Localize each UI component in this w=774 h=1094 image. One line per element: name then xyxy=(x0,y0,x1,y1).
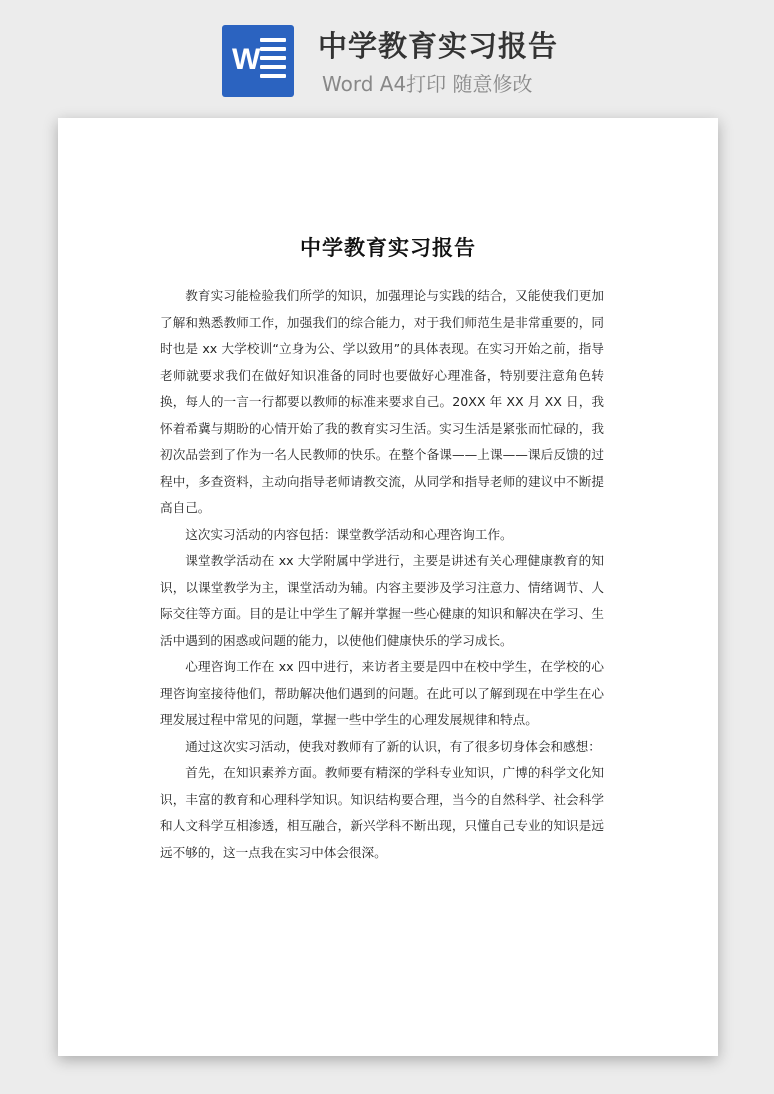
document-page xyxy=(58,118,718,1056)
paragraph: 通过这次实习活动，使我对教师有了新的认识，有了很多切身体会和感想： xyxy=(185,738,601,754)
header-title: 中学教育实习报告 xyxy=(318,29,559,63)
paragraph: 这次实习活动的内容包括：课堂教学活动和心理咨询工作。 xyxy=(185,526,513,542)
paragraph: 心理咨询工作在 xx 四中进行，来访者主要是四中在校中学生，在学校的心理咨询室接待他们，帮助解决他们遇到的问题。在此可以了解到现在中学生在心理发展过程中常见的问题，掌握一些中学生的心理发展规律和特点。 xyxy=(160,659,604,727)
word-icon-letter: W xyxy=(232,43,261,76)
word-icon xyxy=(222,25,294,97)
header xyxy=(0,0,774,118)
document-body xyxy=(160,283,604,866)
doc-lines-decoration xyxy=(260,38,286,84)
header-subtitle: Word A4打印 随意修改 xyxy=(322,72,533,96)
paragraph: 教育实习能检验我们所学的知识，加强理论与实践的结合，又能使我们更加了解和熟悉教师工作，加强我们的综合能力，对于我们师范生是非常重要的，同时也是 xx 大学校训“立身为公、学以致用”的具体表现。在实习开始之前，指导老师就要求我们在做好知识准备的同时也要做好心理准备，特别要注意角色转换，每人的一言一行都要以教师的标准来要求自己。20XX 年 XX 月 XX 日，我怀着希冀与期盼的心情开始了我的教育实习生活。实习生活是紧张而忙碌的，我初次品尝到了作为一名人民教师的快乐。在整个备课——上课——课后反馈的过程中，多查资料，主动向指导老师请教交流，从同学和指导老师的建议中不断提高自己。 xyxy=(160,288,604,515)
paragraph: 首先，在知识素养方面。教师要有精深的学科专业知识，广博的科学文化知识，丰富的教育和心理科学知识。知识结构要合理，当今的自然科学、社会科学和人文科学互相渗透，相互融合，新兴学科不断出现，只懂自己专业的知识是远远不够的，这一点我在实习中体会很深。 xyxy=(160,765,604,860)
paragraph: 课堂教学活动在 xx 大学附属中学进行，主要是讲述有关心理健康教育的知识，以课堂教学为主，课堂活动为辅。内容主要涉及学习注意力、情绪调节、人际交往等方面。目的是让中学生了解并掌握一些心健康的知识和解决在学习、生活中遇到的困惑或问题的能力，以使他们健康快乐的学习成长。 xyxy=(160,553,604,648)
document-title: 中学教育实习报告 xyxy=(300,236,476,260)
